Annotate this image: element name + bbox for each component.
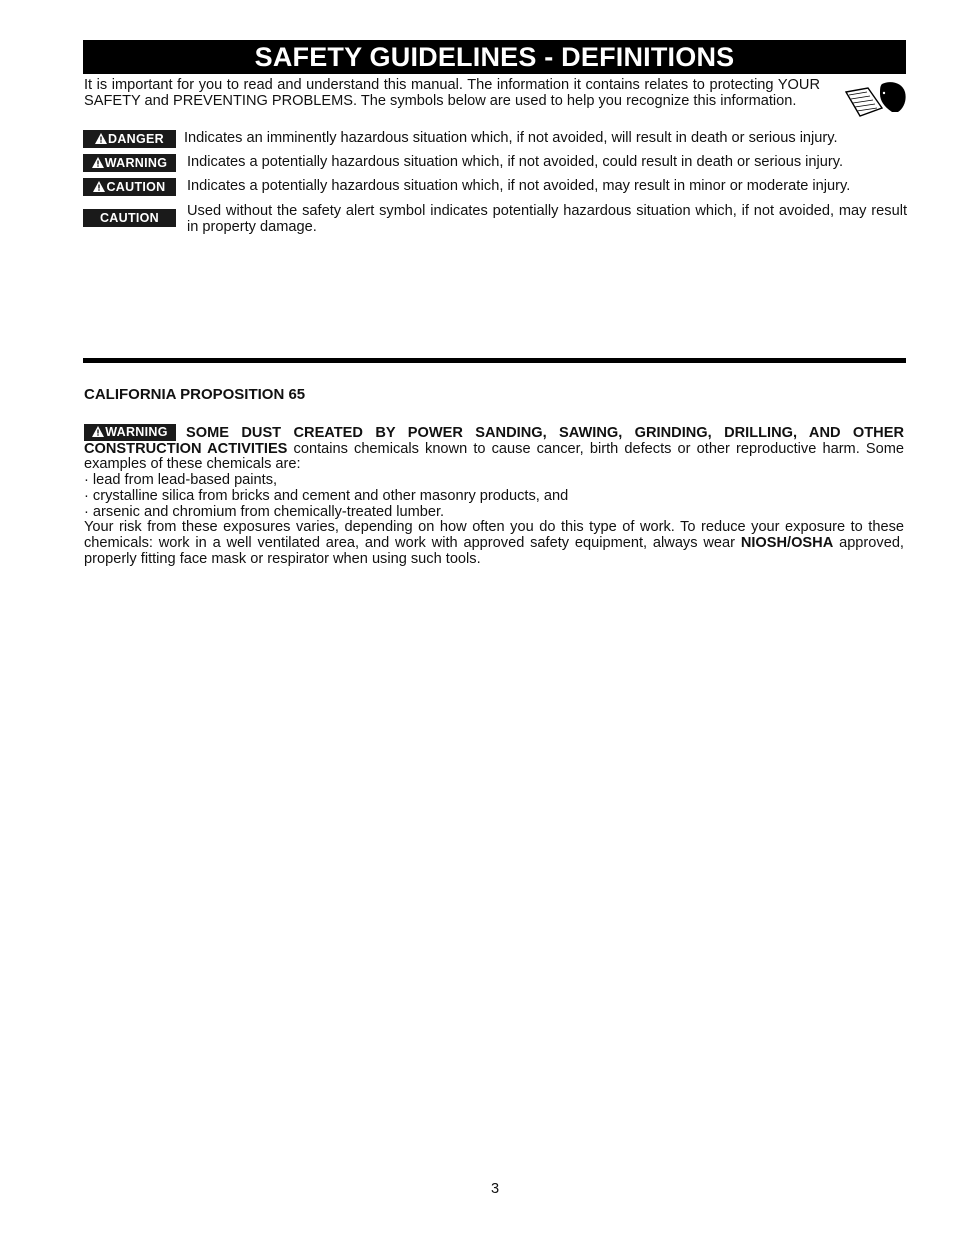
prop65-bullet-3: · arsenic and chromium from chemically-treated lumber.	[84, 503, 445, 520]
intro-paragraph: It is important for you to read and understand this manual. The information it contains relates to protecting YOUR SAFETY and PREVENTING PROBLEMS. The symbols below are used to help you recognize this information.	[84, 77, 820, 109]
warning-definition-text: Indicates a potentially hazardous situation which, if not avoided, could result in death or serious injury.	[187, 154, 844, 170]
page-number: 3	[490, 1181, 500, 1197]
warning-badge	[83, 154, 176, 172]
prop65-warning-badge-label: WARNING	[105, 425, 168, 439]
prop65-risk-bold: NIOSH/OSHA	[740, 534, 834, 551]
safety-alert-triangle-icon	[95, 133, 107, 144]
prop65-lead-paragraph	[84, 424, 904, 473]
caution-alert-badge	[83, 178, 176, 196]
section-divider	[83, 358, 906, 363]
prop65-warning-block	[84, 424, 904, 567]
prop65-risk-paragraph	[84, 520, 904, 567]
danger-badge	[83, 130, 176, 148]
prop65-risk-text: Your risk from these exposures varies, depending on how often you do this type of work. To reduce your exposure to these chemicals: work in a well ventilated area, and work with approved safety equipment, always wear	[84, 519, 904, 551]
caution-badge	[83, 209, 176, 227]
caution-definition-text: Used without the safety alert symbol indicates potentially hazardous situation which, if not avoided, may result in property damage.	[187, 203, 907, 235]
safety-alert-triangle-icon	[92, 157, 104, 168]
caution-badge-label: CAUTION	[99, 211, 160, 225]
page-title: SAFETY GUIDELINES - DEFINITIONS	[83, 40, 906, 74]
prop65-heading: CALIFORNIA PROPOSITION 65	[84, 386, 306, 403]
danger-badge-label: DANGER	[108, 132, 164, 146]
prop65-risk-tail: approved, properly fitting face mask or respirator when using such tools.	[84, 534, 904, 567]
read-manual-icon	[844, 78, 908, 128]
prop65-bullet-2: · crystalline silica from bricks and cement and other masonry products, and	[84, 487, 569, 504]
prop65-bullet-1: · lead from lead-based paints,	[84, 472, 278, 489]
caution-alert-badge-label: CAUTION	[106, 180, 166, 194]
warning-badge-label: WARNING	[104, 156, 168, 170]
safety-alert-triangle-icon	[93, 181, 105, 192]
danger-definition-text: Indicates an imminently hazardous situation which, if not avoided, will result in death or serious injury.	[184, 130, 838, 146]
prop65-lead-bold: SOME DUST CREATED BY POWER SANDING, SAWING, GRINDING, DRILLING, AND OTHER CONSTRUCTION ACTIVITIES	[84, 425, 904, 457]
safety-alert-triangle-icon	[92, 426, 104, 437]
prop65-warning-badge	[84, 424, 176, 441]
prop65-lead-rest: contains chemicals known to cause cancer, birth defects or other reproductive harm. Some examples of these chemicals are:	[84, 440, 905, 473]
caution-alert-definition-text: Indicates a potentially hazardous situation which, if not avoided, may result in minor or moderate injury.	[187, 178, 851, 194]
